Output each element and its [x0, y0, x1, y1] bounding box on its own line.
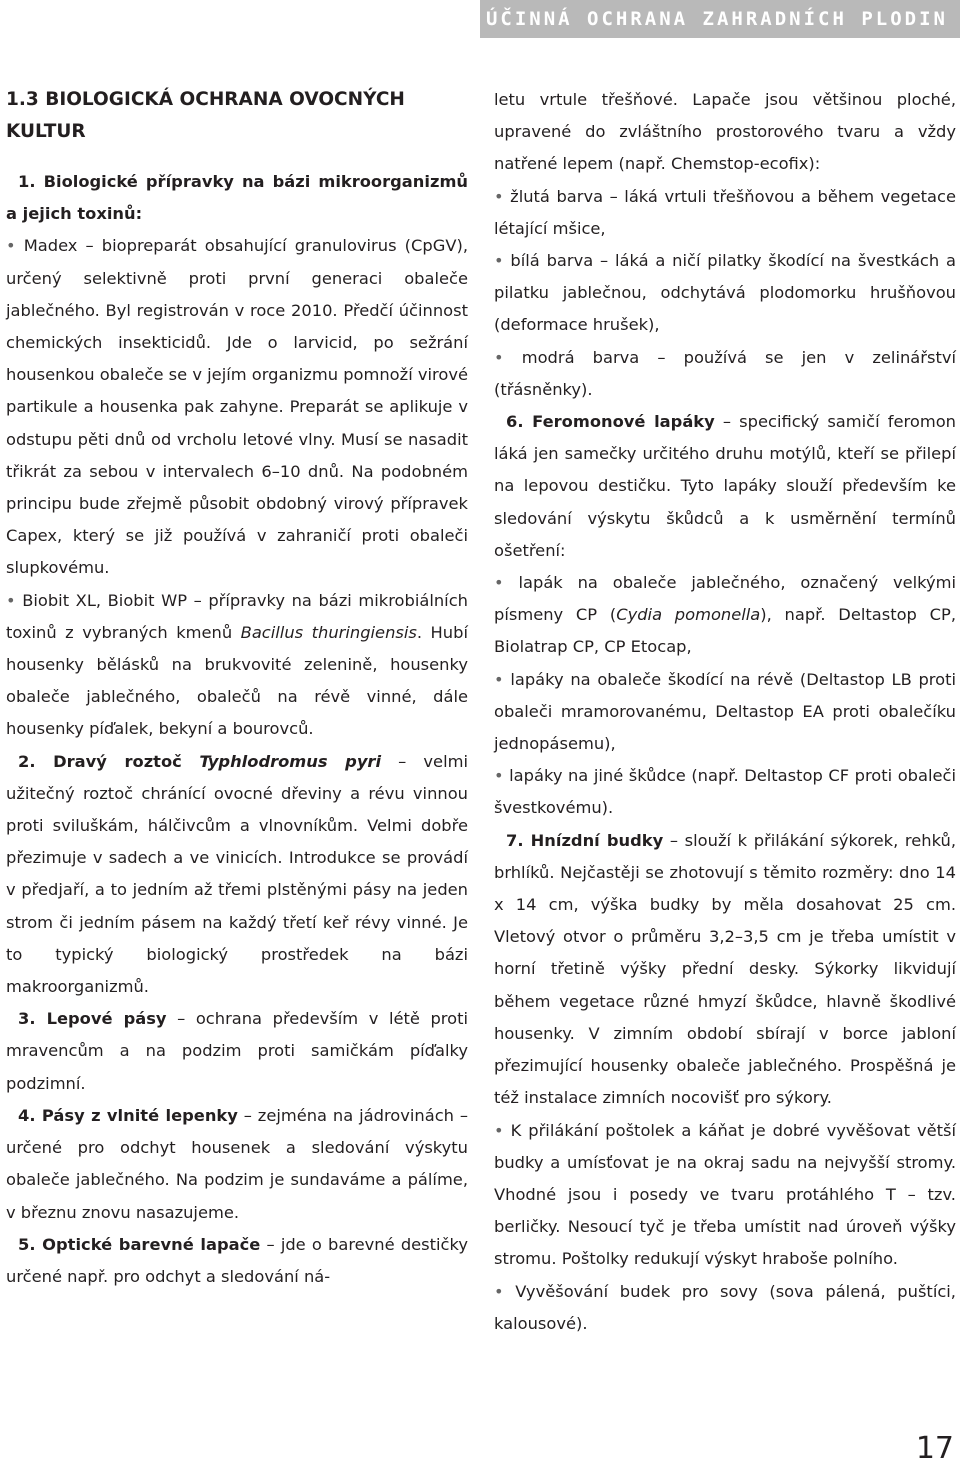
bullet-lapak-cp-text: lapák na obaleče jablečného, označený velkými písmeny CP ( [494, 573, 956, 625]
species-bacillus: Bacillus thuringiensis [240, 622, 417, 642]
bullet-zluta [494, 181, 956, 245]
bullet-biobit-text-2: . Hubí housenky bělásků na brukvovité zelenině, housenky obaleče jablečného, obalečů na révě vinné, dále housenky píďalek, bekyní a bourovců. [6, 622, 468, 739]
heading-opticke-lapace: 5. Optické barevné lapače [18, 1234, 261, 1254]
bullet-sovy-text: Vyvěšování budek pro sovy (sova pálená, puštíci, kalousové). [494, 1281, 956, 1333]
bullet-lapaky-jine-text: lapáky na jiné škůdce (např. Deltastop CF proti obaleči švestkovému). [494, 766, 956, 818]
bullet-modra [494, 342, 956, 406]
paragraph-hnizdni-budky-text: – slouží k přilákání sýkorek, rehků, brhlíků. Nejčastěji se zhotovují s těmito rozměry: dno 14 x 14 cm, výška budky by měla dosahovat 25 cm. Vletový otvor o průměru 3,2–3,5 cm je třeba umístit v horní třetině výšky přední desky. Sýkorky likvidují během vegetace různé hmyzí škůdce, hlavně škodlivé housenky. V zimním období sbírají v borce jabloní přezimující housenky obaleče jablečného. Prospěšná je též instalace zimních nocovišť pro sýkory. [494, 830, 957, 1108]
paragraph-vlnita-lepenka [6, 1100, 468, 1229]
bullet-zluta-text: žlutá barva – láká vrtuli třešňovou a během vegetace létající mšice, [494, 186, 956, 238]
bullet-sovy [494, 1276, 956, 1340]
bullet-lapaky-reva [494, 664, 956, 761]
bullet-icon: • [494, 347, 504, 367]
paragraph-opticke-lapace [6, 1229, 468, 1293]
bullet-biobit [6, 585, 468, 746]
bullet-bila [494, 245, 956, 342]
paragraph-dravy-roztoc [6, 746, 468, 1004]
paragraph-lepove-pasy [6, 1003, 468, 1100]
bullet-icon: • [494, 1120, 504, 1140]
paragraph-vlnita-lepenka-text: – zejména na jádrovinách – určené pro odchyt housenek a sledování výskytu obaleče jablečného. Na podzim je sundaváme a pálíme, v březnu znovu nasazujeme. [6, 1105, 468, 1222]
bullet-biobit-text: Biobit XL, Biobit WP – přípravky na bázi mikrobiálních toxinů z vybraných kmenů [6, 590, 468, 642]
bullet-lapaky-reva-text: lapáky na obaleče škodící na révě (Deltastop LB proti obaleči mramorovanému, Deltastop EA proti obalečíku jednopásemu), [494, 669, 956, 754]
running-header-title: ÚČINNÁ OCHRANA ZAHRADNÍCH PLODIN [485, 8, 948, 30]
bullet-lapak-cp [494, 567, 956, 664]
page-number: 17 [915, 1431, 954, 1466]
bullet-icon: • [6, 236, 16, 256]
heading-biologicke-pripravky: 1. Biologické přípravky na bázi mikroorganizmů a jejich toxinů: [6, 172, 468, 224]
paragraph-biologicke-pripravky [6, 166, 468, 230]
bullet-modra-text: modrá barva – používá se jen v zelinářství (třásněnky). [494, 347, 956, 399]
paragraph-lepove-pasy-text: – ochrana především v létě proti mravencům a na podzim proti samičkám píďalky podzimní. [6, 1009, 469, 1093]
section-title: 1.3 BIOLOGICKÁ OCHRANA OVOCNÝCH KULTUR [6, 89, 405, 142]
species-cydia: Cydia pomonella [616, 605, 761, 625]
heading-feromonove-lapaky: 6. Feromonové lapáky [506, 412, 715, 432]
paragraph-lapace-cont: letu vrtule třešňové. Lapače jsou většinou ploché, upravené do zvláštního prostorového tvaru a vždy natřené lepem (např. Chemstop-ecofix): [494, 90, 956, 174]
number-4: 4. [18, 1105, 42, 1125]
running-header [480, 0, 960, 38]
bullet-lapak-cp-text-2: ), např. Deltastop CP, Biolatrap CP, CP Etocap, [494, 605, 956, 657]
heading-dravy-roztoc: 2. Dravý roztoč [18, 751, 200, 771]
bullet-icon: • [6, 590, 16, 610]
bullet-postolky-text: K přilákání poštolek a káňat je dobré vyvěšovat větší budky a umísťovat je na okraj sadu na nejvyšší stromy. Vhodné jsou i posedy ve tvaru protáhlého T – tzv. berličky. Nesoucí tyč je třeba umístit nad úroveň výšky stromu. Poštolky redukují výskyt hraboše polního. [494, 1120, 956, 1269]
bullet-lapaky-jine [494, 760, 956, 824]
heading-vlnita-lepenka: Pásy z vlnité lepenky [41, 1105, 238, 1125]
paragraph-opticke-lapace-text: – jde o barevné destičky určené např. pro odchyt a sledování ná- [6, 1234, 468, 1286]
bullet-madex [6, 230, 468, 584]
bullet-bila-text: bílá barva – láká a ničí pilatky škodící na švestkách a pilatku jablečnou, odchytává plodomorku hrušňovou (deformace hrušek), [494, 251, 956, 335]
bullet-icon: • [494, 573, 504, 593]
bullet-icon: • [494, 669, 504, 689]
bullet-icon: • [494, 251, 504, 271]
left-column [6, 84, 468, 1293]
bullet-icon: • [494, 766, 504, 786]
bullet-postolky [494, 1115, 956, 1276]
paragraph-feromonove-lapaky [494, 406, 956, 567]
heading-hnizdni-budky: 7. Hnízdní budky [506, 830, 664, 850]
bullet-icon: • [494, 186, 504, 206]
right-column [494, 84, 956, 1340]
number-3: 3. [18, 1009, 47, 1029]
paragraph-feromonove-lapaky-text: – specifický samičí feromon láká jen samečky určitého druhu motýlů, kteří se přilepí na lepovou destičku. Tyto lapáky slouží především ke sledování výskytu škůdců a k usměrnění termínů ošetření: [494, 412, 956, 560]
bullet-icon: • [494, 1281, 504, 1301]
paragraph-hnizdni-budky [494, 825, 956, 1115]
heading-lepove-pasy: Lepové pásy [46, 1009, 167, 1029]
paragraph-dravy-roztoc-text: – velmi užitečný roztoč chránící ovocné dřeviny a révu vinnou proti sviluškám, hálčivcům a vlnovníkům. Velmi dobře přezimuje v sadech a ve vinicích. Introdukce se provádí v předjaří, a to jedním až třemi plstěnými pásy na jeden strom či jedním pásem na každý třetí keř révy vinné. Je to typický biologický prostředek na bázi makroorganizmů. [6, 751, 468, 997]
species-typhlodromus: Typhlodromus pyri [199, 751, 382, 771]
bullet-madex-text: Madex – biopreparát obsahující granulovirus (CpGV), určený selektivně proti první generaci obaleče jablečného. Byl registrován v roce 2010. Předčí účinnost chemických insekticidů. Jde o larvicid, po sežrání housenkou obaleče se v jejím organizmu pomnoží virové partikule a housenka pak zahyne. Preparát se aplikuje v odstupu pěti dnů od vrcholu letové vlny. Musí se nasadit třikrát za sebou v intervalech 6–10 dnů. Na podobném principu bude zřejmě působit obdobný virový přípravek Capex, který se již používá v zahraničí proti obaleči slupkovému. [6, 236, 468, 578]
